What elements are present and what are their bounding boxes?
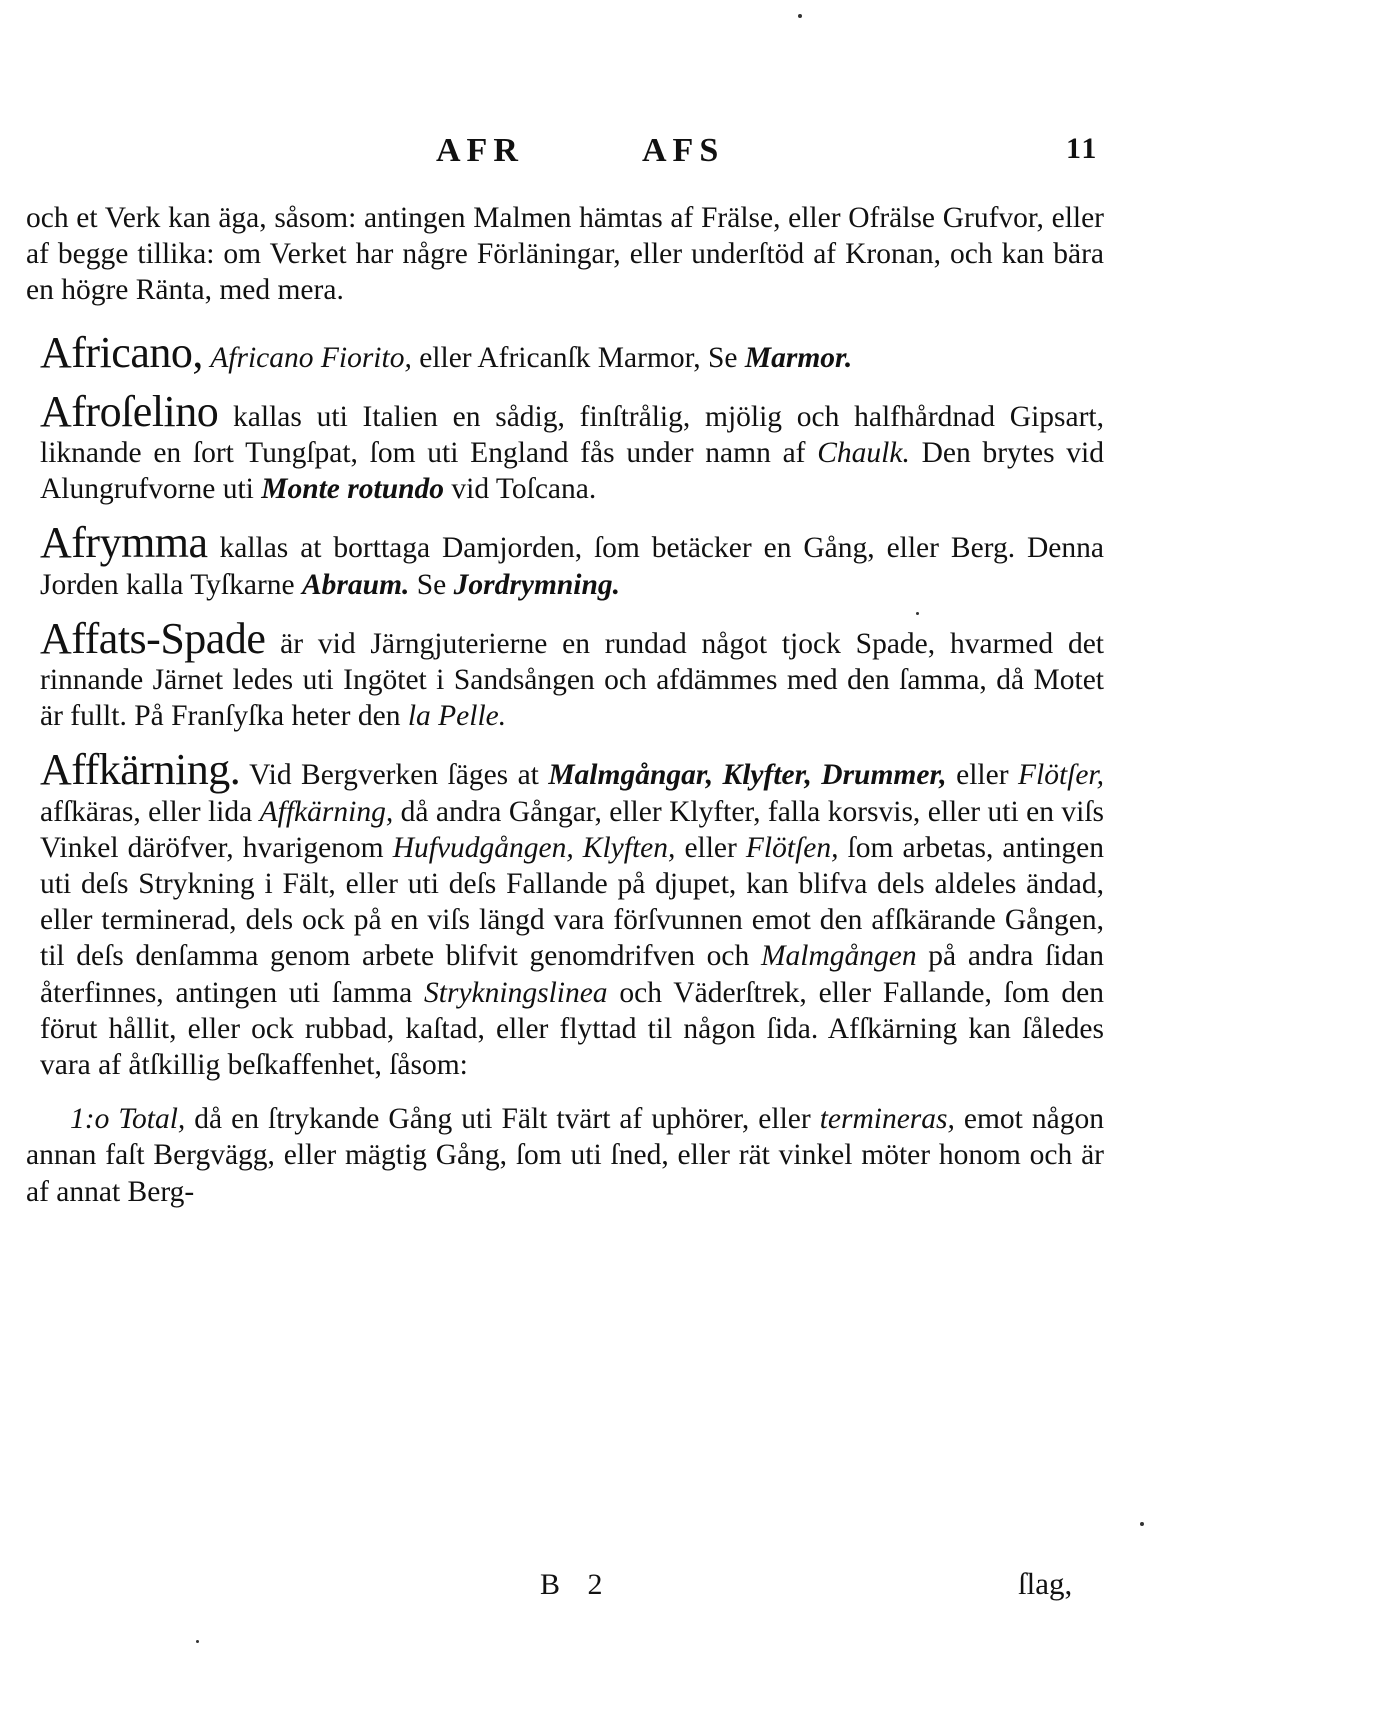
entry-text: då en ſtrykande Gång uti Fält tvärt af uphörer, eller <box>185 1103 820 1136</box>
entry-text: vid Toſcana. <box>444 473 597 506</box>
entry-headword: Affkärning. <box>40 745 241 795</box>
entry-italic: Flötſer, <box>1017 759 1105 792</box>
left-running-headword: AFR <box>436 132 524 169</box>
entry-text: eller <box>946 759 1018 792</box>
right-running-headword: AFS <box>642 132 725 169</box>
entry-text: kallas at borttaga Damjorden, ſom betäcker en Gång, eller Berg. Denna Jorden kalla Tyſkarne <box>40 532 1104 601</box>
entry-afrymma <box>26 518 1104 602</box>
signature-mark: B 2 <box>540 1568 613 1601</box>
entry-text: på andra ſidan återfinnes, antingen uti ſamma <box>40 940 1104 1009</box>
entry-text: är vid Järngjuterierne en rundad något tjock Spade, hvarmed det rinnande Järnet ledes uti Ingötet i Sandsången och afdämmes med den ſamma, då Motet är fullt. På Franſyſka heter den <box>40 627 1104 733</box>
entry-text: kallas uti Italien en sådig, finſtrålig, mjölig och halfhårdnad Gipsart, liknande en ſort Tungſpat, ſom uti England fås under namn af <box>40 400 1104 470</box>
print-speck <box>798 14 802 18</box>
entry-text: ſom arbetas, antingen uti deſs Strykning i Fält, eller uti deſs Fallande på djupet, kan blifva dels aldeles ändad, eller terminerad, dels ock på en viſs längd vara förſvunnen emot den afſkärande Gången, til deſs denſamma genom arbete blifvit genomdrifven och <box>40 831 1105 973</box>
entry-text: afſkäras, eller lida <box>40 795 260 828</box>
running-header <box>0 132 1400 182</box>
entry-text: Den brytes vid Alungrufvorne uti <box>40 437 1104 506</box>
print-speck <box>916 612 919 615</box>
entry-italic: Jordrymning. <box>453 568 621 601</box>
entry-italic: Africano Fiorito, <box>210 341 412 374</box>
entry-italic: Flötſen, <box>745 831 839 864</box>
entry-italic: Strykningslinea <box>424 976 608 1009</box>
entry-italic: Malmgången <box>760 940 917 973</box>
entry-afroselino <box>26 386 1104 508</box>
entry-text: Vid Bergverken ſäges at <box>240 759 549 792</box>
entry-headword: Affats-Spade <box>40 613 266 663</box>
entry-italic: Malmgångar, Klyfter, Drummer, <box>548 759 947 792</box>
entry-headword: Africano, <box>40 327 203 377</box>
entry-text: och Väderſtrek, eller Fallande, ſom den förut hållit, eller ock rubbad, kaſtad, eller flyttad til någon ſida. Afſkärning kan ſåledes vara af åtſkillig beſkaffenhet, ſåsom: <box>40 976 1104 1082</box>
dictionary-text <box>26 200 1104 1210</box>
entry-text: emot någon annan faſt Bergvägg, eller mägtig Gång, ſom uti ſned, eller rät vinkel möter honom och är af annat Berg- <box>26 1103 1104 1208</box>
entry-headword: Afrymma <box>40 518 208 568</box>
catchword: ſlag, <box>1018 1566 1073 1601</box>
entry-text: eller <box>675 831 746 864</box>
print-speck <box>196 1640 199 1643</box>
entry-italic: Abraum. <box>302 568 410 601</box>
entry-text: Se <box>409 568 454 601</box>
entry-headword: Afroſelino <box>40 386 219 436</box>
entry-italic: Affkärning, <box>259 795 394 828</box>
entry-subsection-total <box>26 1101 1104 1210</box>
print-speck <box>1140 1522 1144 1526</box>
entry-africano <box>26 327 1104 377</box>
entry-continuation <box>26 200 1104 309</box>
page-number: 11 <box>1066 132 1099 165</box>
entry-italic: Hufvudgången, Klyften, <box>392 831 676 864</box>
entry-italic: 1:o Total, <box>70 1103 186 1136</box>
entry-text: då andra Gångar, eller Klyfter, falla korsvis, eller uti en viſs Vinkel däröfver, hvarigenom <box>40 795 1104 864</box>
entry-italic: Marmor. <box>744 341 853 374</box>
entry-italic: la Pelle. <box>407 700 507 733</box>
entry-affats-spade <box>26 613 1104 735</box>
entry-italic: Monte rotundo <box>261 473 445 506</box>
entry-italic: termineras, <box>819 1103 955 1136</box>
entry-text: och et Verk kan äga, såsom: antingen Malmen hämtas af Frälse, eller Ofrälse Grufvor, eller af begge tillika: om Verket har någre Förläningar, eller underſtöd af Kronan, och kan bära en högre Ränta, med mera. <box>26 202 1104 307</box>
entry-text: eller Africanſk Marmor, Se <box>411 341 745 374</box>
entry-affkarning <box>26 745 1105 1083</box>
entry-italic: Chaulk. <box>817 437 910 470</box>
